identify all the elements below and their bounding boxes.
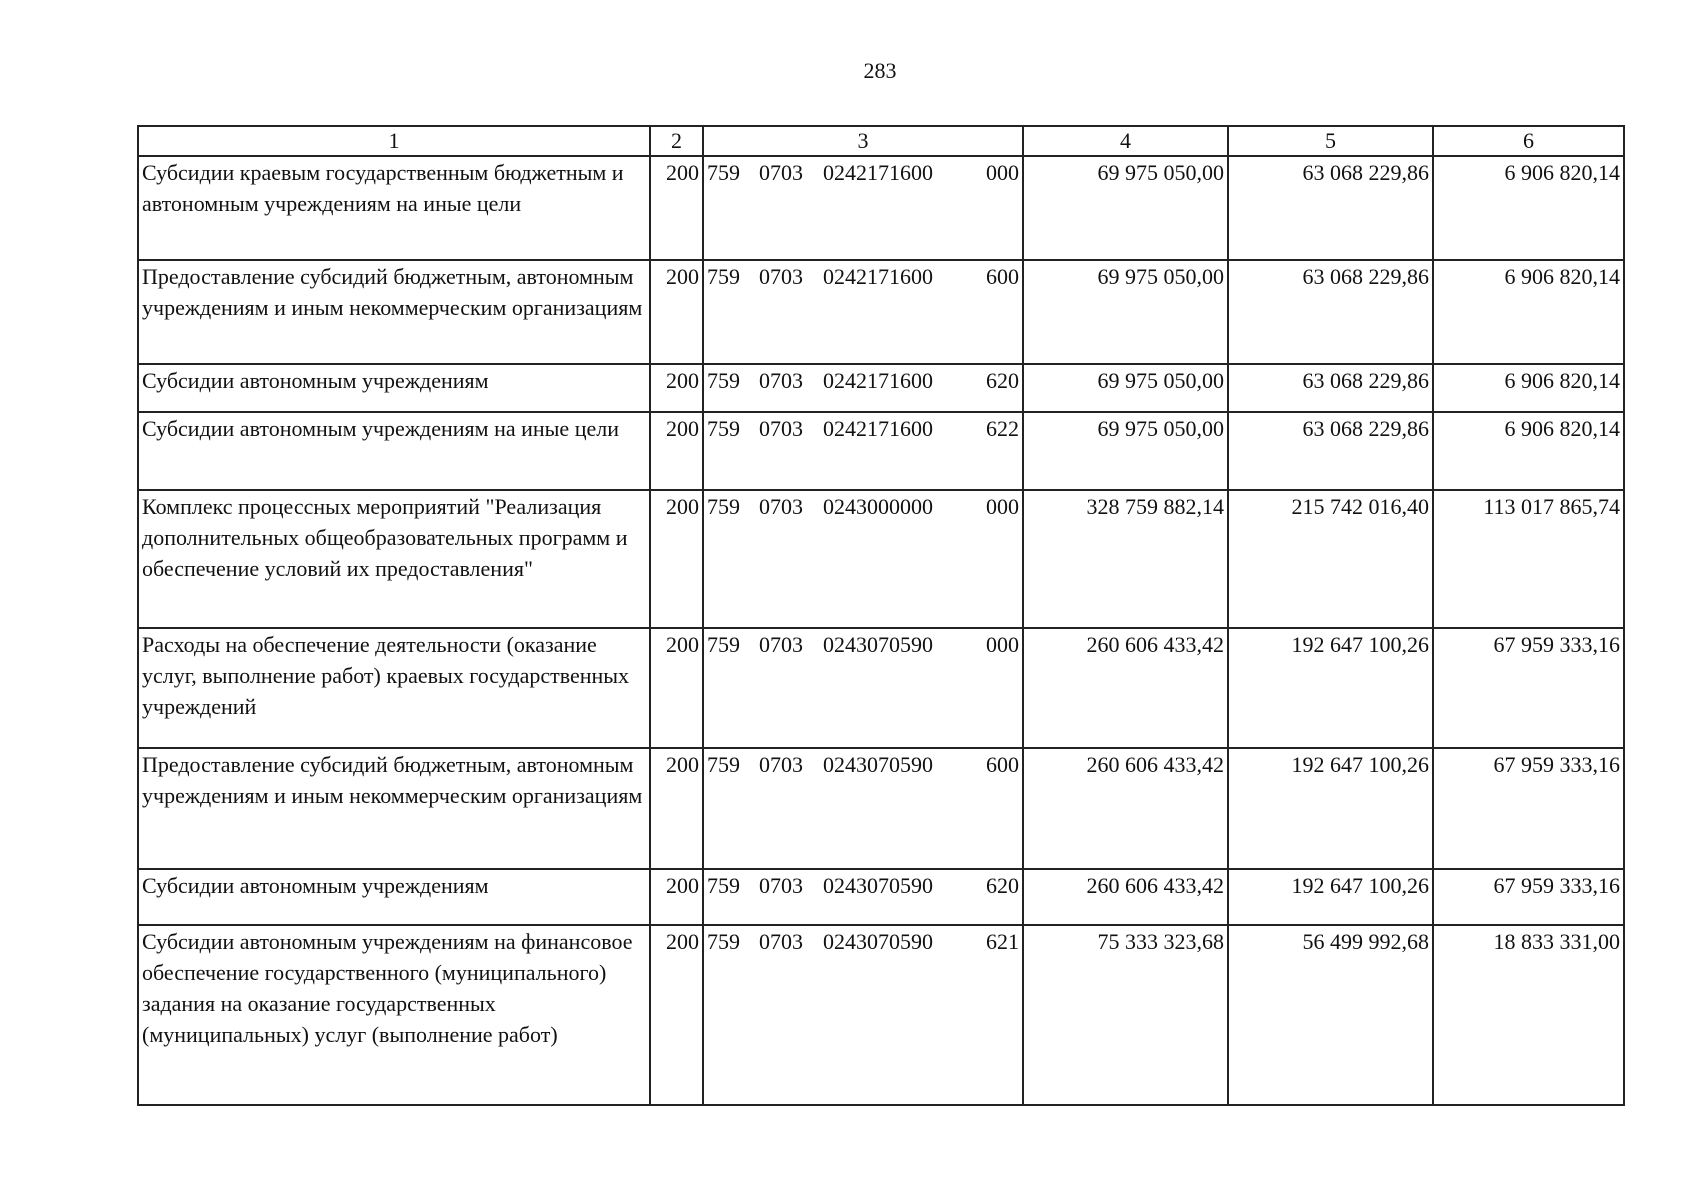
column-header: 4 <box>1023 126 1228 156</box>
row-name: Предоставление субсидий бюджетным, автономным учреждениям и иным некоммерческим организациям <box>138 260 650 364</box>
value-col-4: 69 975 050,00 <box>1023 412 1228 490</box>
code-ministry: 759 <box>707 873 740 898</box>
table-row <box>138 156 1624 260</box>
row-name: Предоставление субсидий бюджетным, автономным учреждениям и иным некоммерческим организациям <box>138 748 650 869</box>
page-number: 283 <box>863 58 897 83</box>
row-name: Субсидии автономным учреждениям на финансовое обеспечение государственного (муниципального) задания на оказание государственных (муниципальных) услуг (выполнение работ) <box>138 925 650 1105</box>
row-code-2: 200 <box>650 925 703 1105</box>
code-target: 0243000000 <box>823 494 933 519</box>
code-ministry: 759 <box>707 416 740 441</box>
column-header: 3 <box>703 126 1023 156</box>
code-target: 0243070590 <box>823 752 933 777</box>
column-header: 5 <box>1228 126 1433 156</box>
code-section: 0703 <box>759 632 803 657</box>
row-name: Субсидии автономным учреждениям <box>138 869 650 925</box>
value-col-5: 63 068 229,86 <box>1228 156 1433 260</box>
code-type: 620 <box>986 873 1019 898</box>
code-ministry: 759 <box>707 929 740 954</box>
code-type: 622 <box>986 416 1019 441</box>
value-col-5: 63 068 229,86 <box>1228 412 1433 490</box>
row-name: Комплекс процессных мероприятий "Реализация дополнительных общеобразовательных программ и обеспечение условий их предоставления" <box>138 490 650 628</box>
code-target: 0243070590 <box>823 632 933 657</box>
column-header: 1 <box>138 126 650 156</box>
value-col-5: 56 499 992,68 <box>1228 925 1433 1105</box>
code-section: 0703 <box>759 873 803 898</box>
value-col-5: 192 647 100,26 <box>1228 748 1433 869</box>
row-code-2: 200 <box>650 490 703 628</box>
budget-table <box>137 125 1625 1106</box>
value-col-4: 69 975 050,00 <box>1023 364 1228 412</box>
value-col-4: 260 606 433,42 <box>1023 748 1228 869</box>
table-row <box>138 628 1624 748</box>
row-name: Субсидии краевым государственным бюджетным и автономным учреждениям на иные цели <box>138 156 650 260</box>
row-codes <box>703 925 1023 1105</box>
value-col-4: 75 333 323,68 <box>1023 925 1228 1105</box>
value-col-5: 63 068 229,86 <box>1228 260 1433 364</box>
row-codes <box>703 412 1023 490</box>
value-col-5: 63 068 229,86 <box>1228 364 1433 412</box>
value-col-4: 260 606 433,42 <box>1023 628 1228 748</box>
column-header: 6 <box>1433 126 1624 156</box>
value-col-4: 328 759 882,14 <box>1023 490 1228 628</box>
header-row <box>138 126 1624 156</box>
row-codes <box>703 260 1023 364</box>
value-col-6: 6 906 820,14 <box>1433 260 1624 364</box>
value-col-5: 192 647 100,26 <box>1228 869 1433 925</box>
code-section: 0703 <box>759 264 803 289</box>
value-col-5: 215 742 016,40 <box>1228 490 1433 628</box>
code-section: 0703 <box>759 494 803 519</box>
code-section: 0703 <box>759 929 803 954</box>
row-codes <box>703 490 1023 628</box>
value-col-6: 113 017 865,74 <box>1433 490 1624 628</box>
table-row <box>138 869 1624 925</box>
code-target: 0242171600 <box>823 368 933 393</box>
code-ministry: 759 <box>707 632 740 657</box>
row-code-2: 200 <box>650 156 703 260</box>
row-code-2: 200 <box>650 628 703 748</box>
code-section: 0703 <box>759 160 803 185</box>
code-target: 0242171600 <box>823 416 933 441</box>
value-col-6: 67 959 333,16 <box>1433 748 1624 869</box>
code-ministry: 759 <box>707 368 740 393</box>
code-section: 0703 <box>759 368 803 393</box>
row-name: Расходы на обеспечение деятельности (оказание услуг, выполнение работ) краевых государственных учреждений <box>138 628 650 748</box>
code-type: 600 <box>986 264 1019 289</box>
value-col-5: 192 647 100,26 <box>1228 628 1433 748</box>
code-ministry: 759 <box>707 494 740 519</box>
value-col-4: 69 975 050,00 <box>1023 156 1228 260</box>
value-col-6: 6 906 820,14 <box>1433 412 1624 490</box>
row-codes <box>703 628 1023 748</box>
code-type: 000 <box>986 160 1019 185</box>
row-name: Субсидии автономным учреждениям <box>138 364 650 412</box>
code-type: 000 <box>986 632 1019 657</box>
code-target: 0242171600 <box>823 264 933 289</box>
table-row <box>138 412 1624 490</box>
value-col-6: 67 959 333,16 <box>1433 869 1624 925</box>
row-codes <box>703 156 1023 260</box>
table-row <box>138 490 1624 628</box>
code-type: 600 <box>986 752 1019 777</box>
row-code-2: 200 <box>650 364 703 412</box>
code-ministry: 759 <box>707 752 740 777</box>
row-code-2: 200 <box>650 869 703 925</box>
table-row <box>138 748 1624 869</box>
code-target: 0242171600 <box>823 160 933 185</box>
row-code-2: 200 <box>650 260 703 364</box>
row-codes <box>703 748 1023 869</box>
code-type: 621 <box>986 929 1019 954</box>
code-ministry: 759 <box>707 160 740 185</box>
code-type: 000 <box>986 494 1019 519</box>
code-type: 620 <box>986 368 1019 393</box>
code-ministry: 759 <box>707 264 740 289</box>
column-header: 2 <box>650 126 703 156</box>
table-row <box>138 925 1624 1105</box>
code-target: 0243070590 <box>823 929 933 954</box>
row-name: Субсидии автономным учреждениям на иные цели <box>138 412 650 490</box>
row-code-2: 200 <box>650 748 703 869</box>
row-codes <box>703 364 1023 412</box>
value-col-4: 260 606 433,42 <box>1023 869 1228 925</box>
value-col-6: 67 959 333,16 <box>1433 628 1624 748</box>
value-col-6: 18 833 331,00 <box>1433 925 1624 1105</box>
code-target: 0243070590 <box>823 873 933 898</box>
value-col-6: 6 906 820,14 <box>1433 156 1624 260</box>
code-section: 0703 <box>759 416 803 441</box>
row-code-2: 200 <box>650 412 703 490</box>
value-col-6: 6 906 820,14 <box>1433 364 1624 412</box>
table-row <box>138 364 1624 412</box>
value-col-4: 69 975 050,00 <box>1023 260 1228 364</box>
code-section: 0703 <box>759 752 803 777</box>
table-row <box>138 260 1624 364</box>
row-codes <box>703 869 1023 925</box>
